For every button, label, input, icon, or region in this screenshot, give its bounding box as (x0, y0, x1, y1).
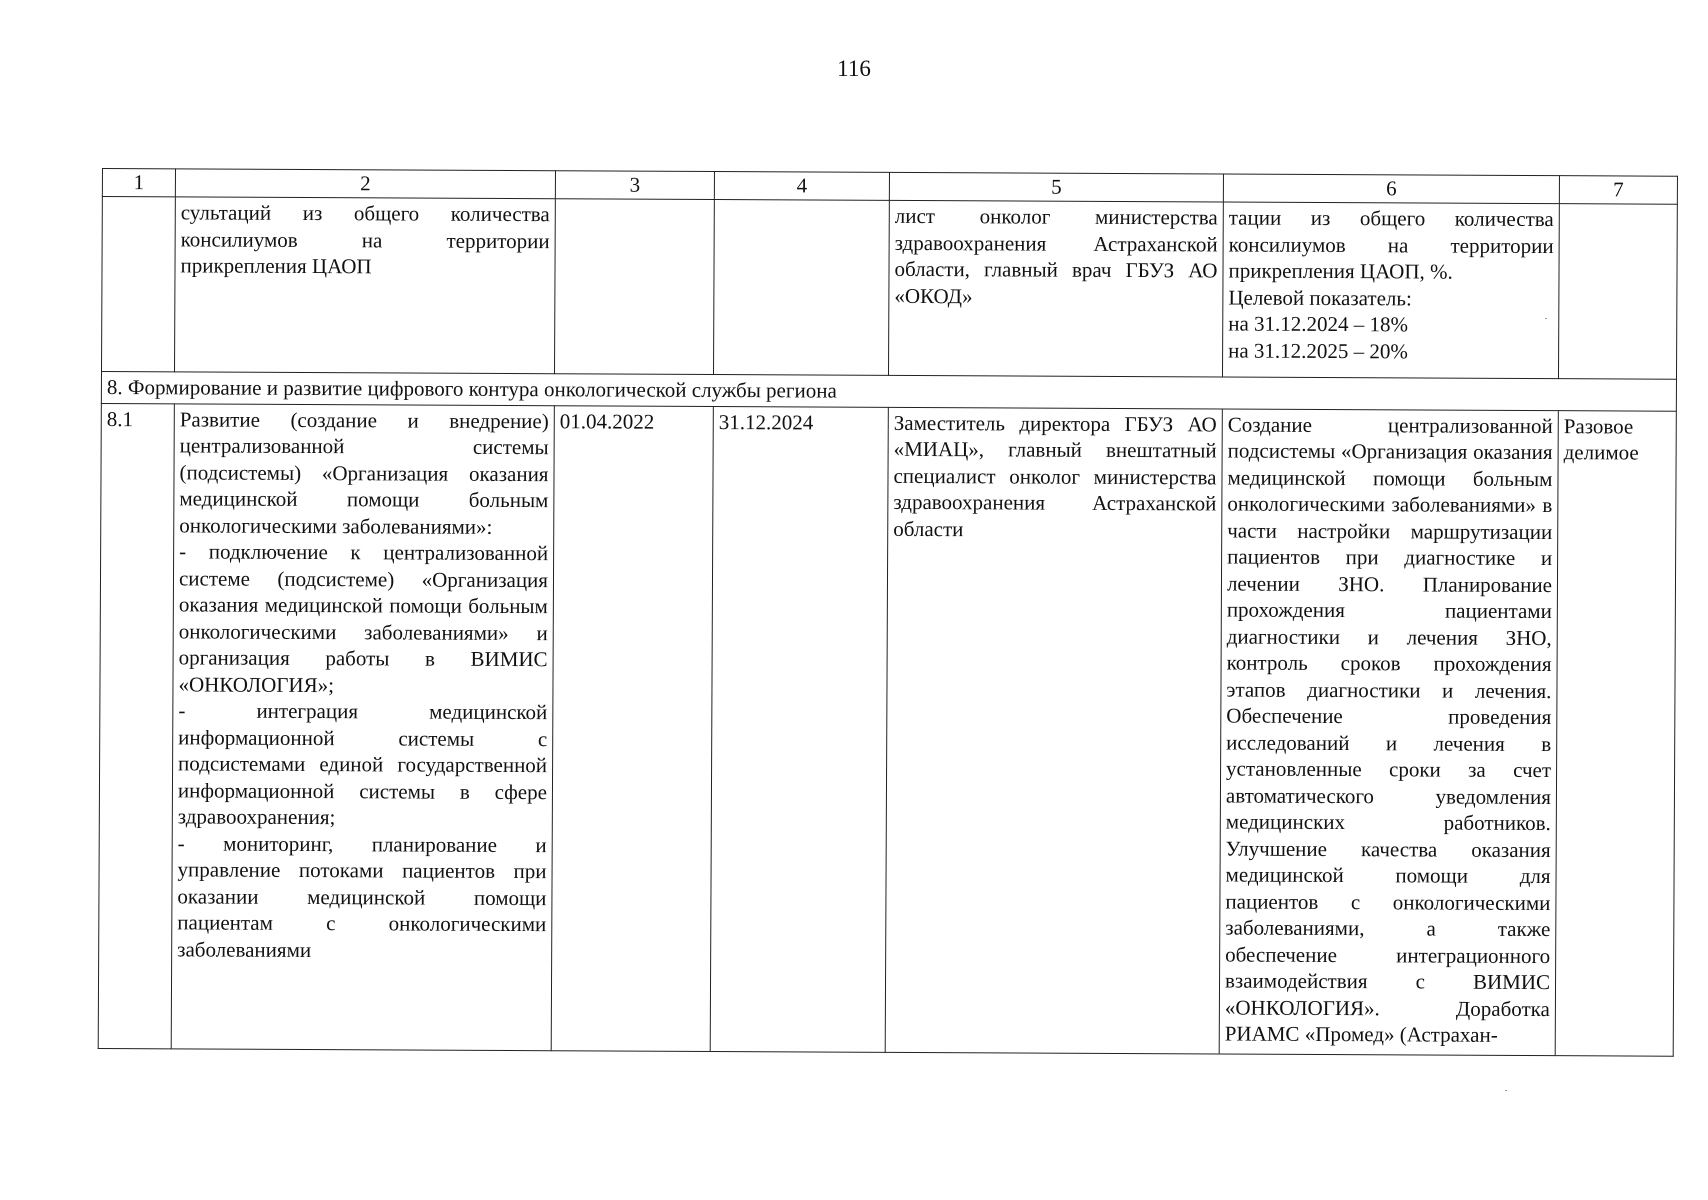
table-row-continuation (102, 197, 1678, 380)
activity-type: Разовое делимое (1555, 410, 1676, 1056)
header-col-4: 4 (714, 171, 889, 200)
header-col-2: 2 (175, 169, 555, 199)
description-line-1: Развитие (создание и внедрение) централизованной системы (подсистемы) «Организация оказания медицинской помощи больным онкологическими заболеваниями»: (179, 406, 549, 539)
activities-table (98, 168, 1678, 1056)
scan-speck (1505, 1090, 1507, 1091)
description-line-4: - мониторинг, планирование и управление потоками пациентов при оказании медицинской помощи пациентам с онкологическими заболеваниями (177, 830, 547, 962)
cont-result-line-3: на 31.12.2024 – 18% (1228, 311, 1409, 337)
header-col-6: 6 (1223, 174, 1559, 204)
cont-col3 (555, 199, 715, 375)
start-date: 01.04.2022 (551, 405, 713, 1051)
cont-result-line-2: Целевой показатель: (1228, 285, 1412, 310)
section-title: 8. Формирование и развитие цифрового контура онкологической службы региона (101, 372, 1676, 411)
cont-col4 (713, 199, 889, 375)
cont-col7 (1558, 204, 1677, 380)
cont-result (1222, 202, 1559, 379)
header-col-1: 1 (102, 169, 175, 197)
row-number: 8.1 (98, 403, 174, 1048)
row-description (171, 403, 554, 1050)
scan-speck (1545, 318, 1547, 319)
header-col-7: 7 (1559, 176, 1677, 205)
expected-result: Создание централизованной подсистемы «Организация оказания медицинской помощи больным онкологическими заболеваниями» в части настройки маршрутизации пациентов при диагностике и лечении ЗНО. Планирование прохождения пациентами диагностики и лечения ЗНО, контроль сроков прохождения этапов диагностики и лечения. Обеспечение проведения исследований и лечения в установленные сроки за счет автоматического уведомления медицинских работников. Улучшение качества оказания медицинской помощи для пациентов с онкологическими заболеваниями, а также обеспечение интеграционного взаимодействия с ВИМИС «ОНКОЛОГИЯ». Доработка РИАМС «Промед» (Астрахан- (1219, 408, 1558, 1055)
responsible-person: Заместитель директора ГБУЗ АО «МИАЦ», главный внештатный специалист онколог министерства здравоохранения Астраханской области (885, 407, 1222, 1054)
cont-col1 (102, 197, 176, 372)
cont-result-line-4: на 31.12.2025 – 20% (1228, 338, 1408, 363)
header-col-5: 5 (889, 172, 1223, 202)
cont-result-line-1: тации из общего количества консилиумов на территории прикрепления ЦАОП, %. (1228, 205, 1554, 284)
description-line-2: - подключение к централизованной системе (подсистеме) «Организация оказания медицинской помощи больным онкологическими заболеваниями» и организация работы в ВИМИС «ОНКОЛОГИЯ»; (178, 539, 549, 697)
description-line-3: - интеграция медицинской информационной системы с подсистемами единой государственной информационной системы в сфере здравоохранения; (177, 698, 548, 830)
end-date: 31.12.2024 (710, 406, 888, 1052)
page-number: 116 (837, 56, 871, 81)
cont-responsible: лист онколог министерства здравоохранения Астраханской области, главный врач ГБУЗ АО «ОКОД» (888, 200, 1223, 377)
table-row-8-1 (98, 403, 1676, 1056)
cont-description: сультаций из общего количества консилиумов на территории прикрепления ЦАОП (175, 197, 556, 374)
header-col-3: 3 (555, 171, 714, 200)
